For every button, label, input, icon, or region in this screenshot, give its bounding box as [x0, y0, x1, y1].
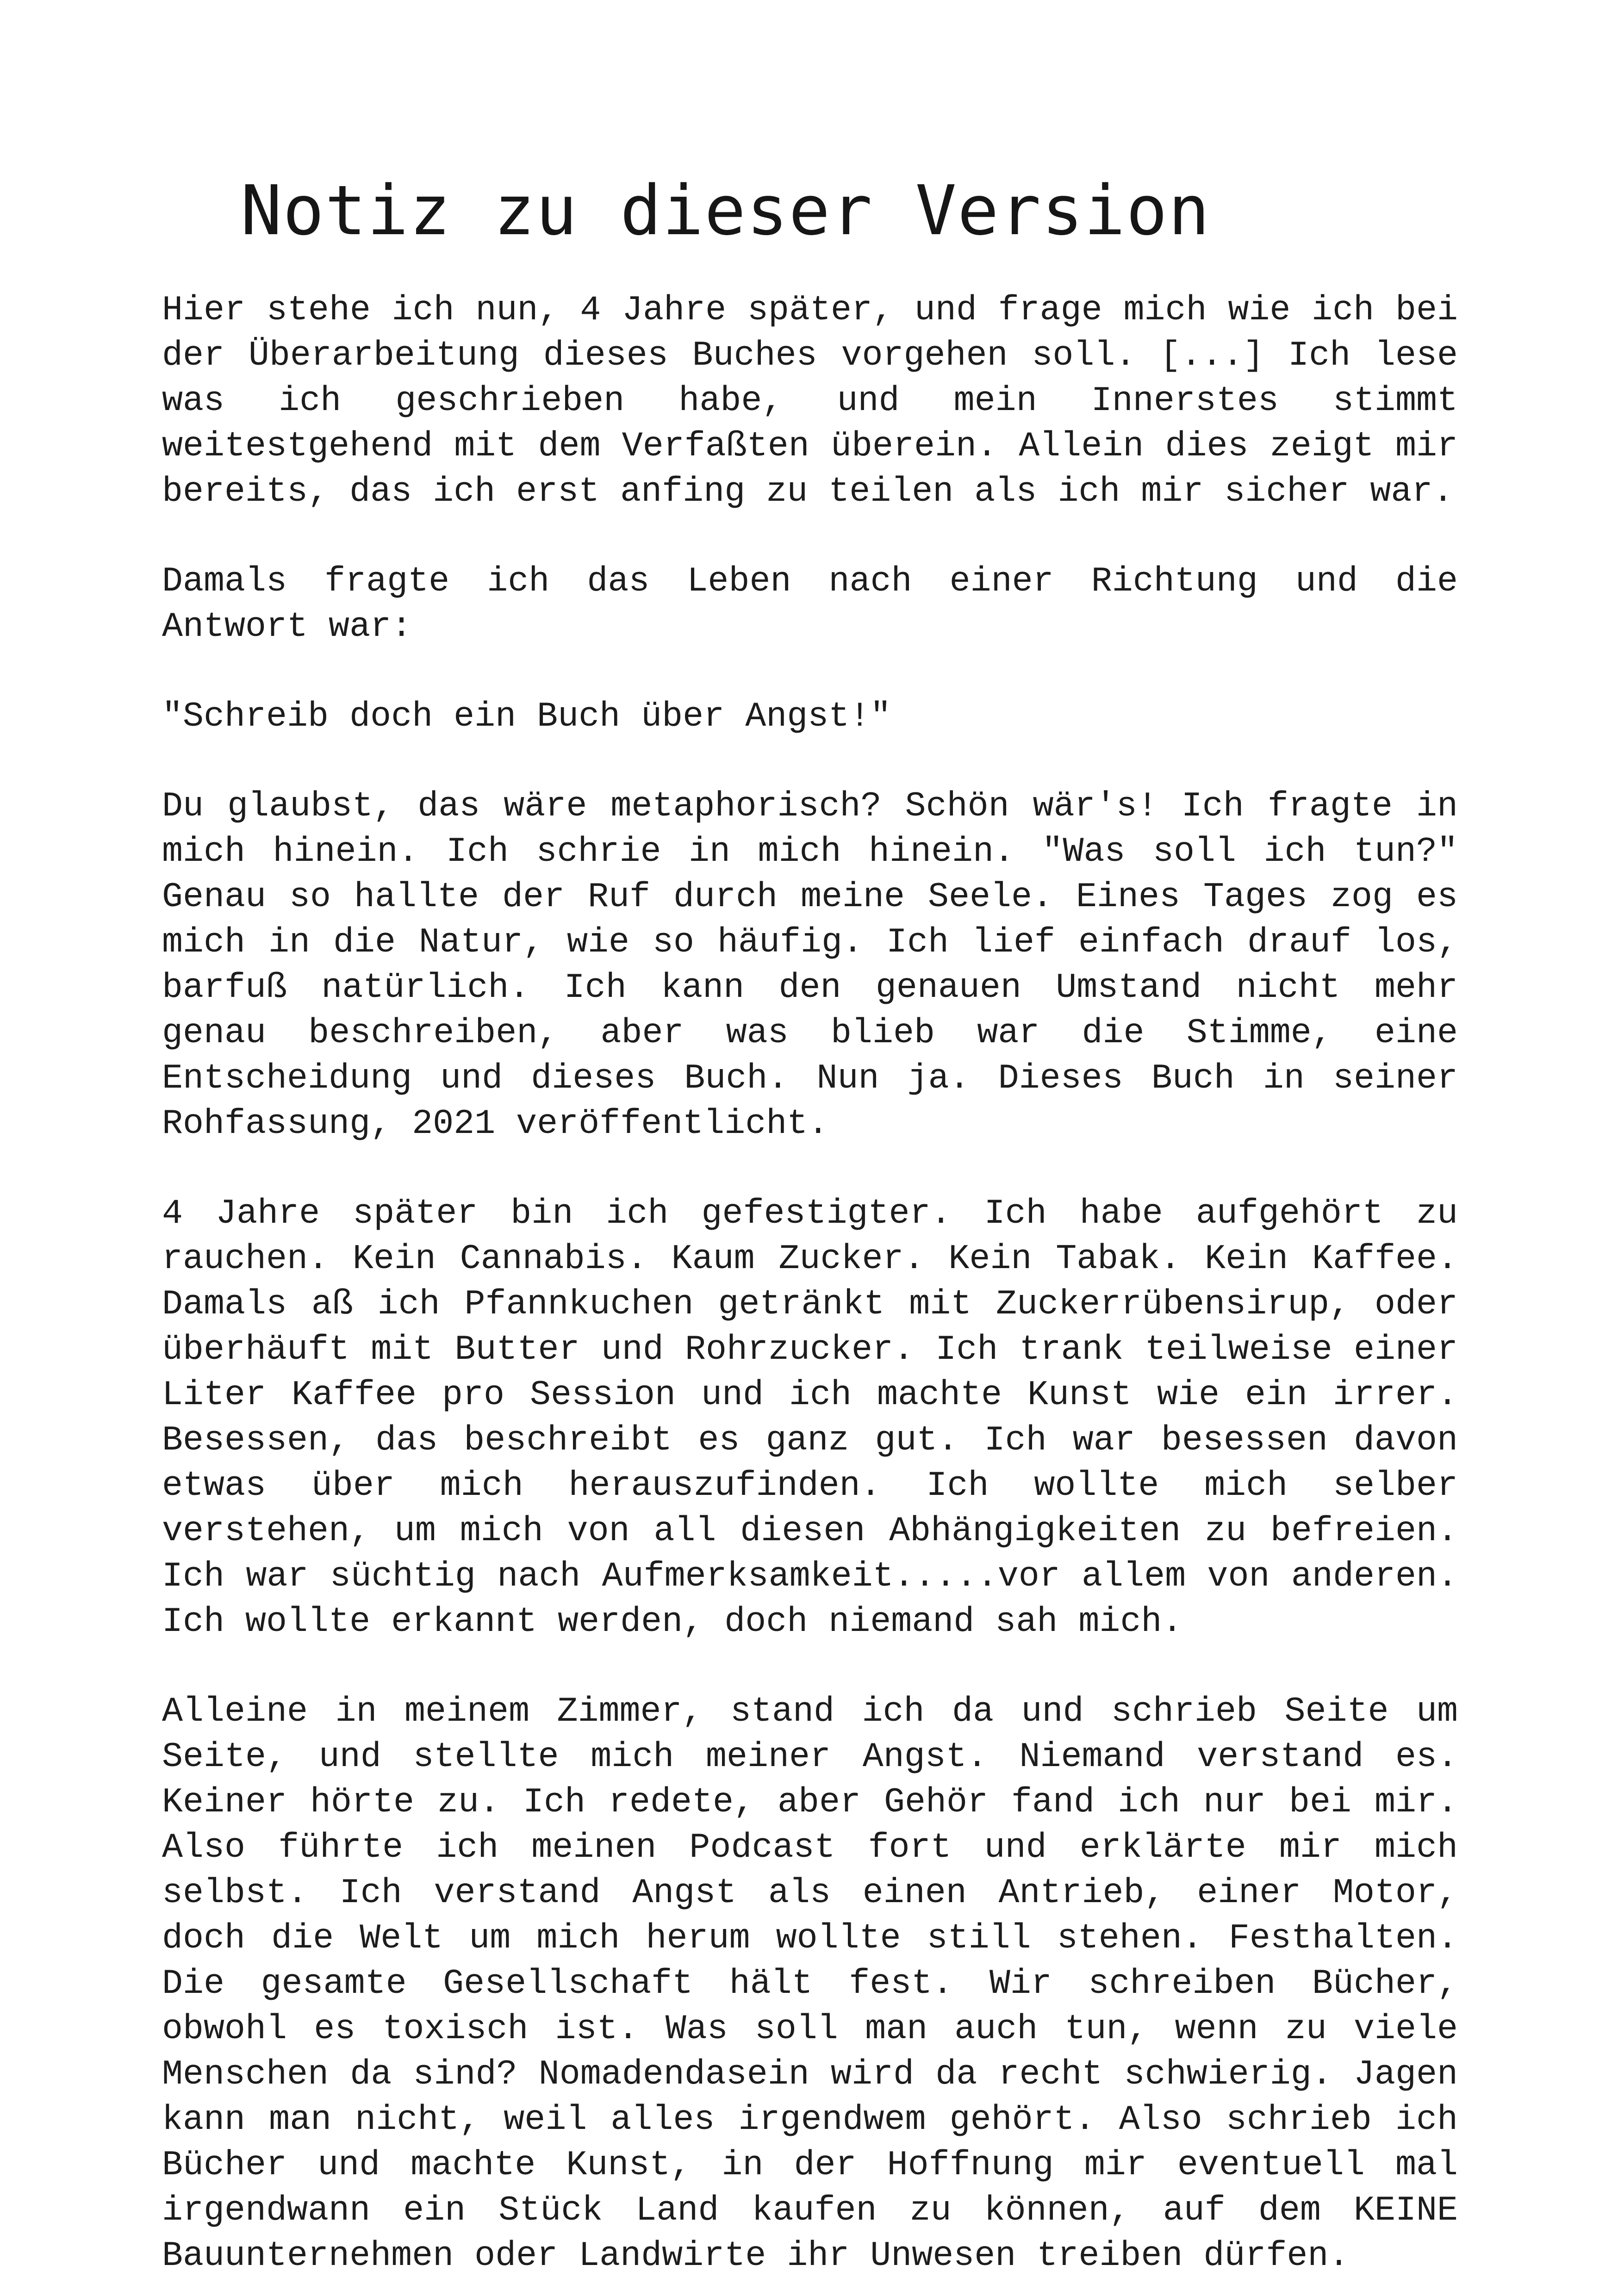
paragraph-3: "Schreib doch ein Buch über Angst!" [162, 697, 891, 736]
paragraph-2: Damals fragte ich das Leben nach einer Richtung und die Antwort war: [162, 562, 1458, 647]
text-body [162, 288, 1458, 2279]
paragraph-5: 4 Jahre später bin ich gefestigter. Ich habe aufgehört zu rauchen. Kein Cannabis. Kaum Zucker. Kein Tabak. Kein Kaffee. Damals aß ich Pfannkuchen getränkt mit Zuckerrübensirup, oder überhäuft mit Butter und Rohrzucker. Ich trank teilweise einer Liter Kaffee pro Session und ich machte Kunst wie ein irrer. Besessen, das beschreibt es ganz gut. Ich war besessen davon etwas über mich herauszufinden. Ich wollte mich selber verstehen, um mich von all diesen Abhängigkeiten zu befreien. Ich war süchtig nach Aufmerksamkeit.....vor allem von anderen. Ich wollte erkannt werden, doch niemand sah mich. [162, 1194, 1458, 1642]
paragraph-4: Du glaubst, das wäre metaphorisch? Schön wär's! Ich fragte in mich hinein. Ich schrie in mich hinein. "Was soll ich tun?" Genau so hallte der Ruf durch meine Seele. Eines Tages zog es mich in die Natur, wie so häufig. Ich lief einfach drauf los, barfuß natürlich. Ich kann den genauen Umstand nicht mehr genau beschreiben, aber was blieb war die Stimme, eine Entscheidung und dieses Buch. Nun ja. Dieses Buch in seiner Rohfassung, 2021 veröffentlicht. [162, 787, 1458, 1144]
paragraph-6: Alleine in meinem Zimmer, stand ich da und schrieb Seite um Seite, und stellte mich meiner Angst. Niemand verstand es. Keiner hörte zu. Ich redete, aber Gehör fand ich nur bei mir. Also führte ich meinen Podcast fort und erklärte mir mich selbst. Ich verstand Angst als einen Antrieb, einer Motor, doch die Welt um mich herum wollte still stehen. Festhalten. Die gesamte Gesellschaft hält fest. Wir schreiben Bücher, obwohl es toxisch ist. Was soll man auch tun, wenn zu viele Menschen da sind? Nomadendasein wird da recht schwierig. Jagen kann man nicht, weil alles irgendwem gehört. Also schrieb ich Bücher und machte Kunst, in der Hoffnung mir eventuell mal irgendwann ein Stück Land kaufen zu können, auf dem KEINE Bauunternehmen oder Landwirte ihr Unwesen treiben dürfen. [162, 1692, 1458, 2276]
paragraph-1: Hier stehe ich nun, 4 Jahre später, und frage mich wie ich bei der Überarbeitung dieses Buches vorgehen soll. [...] Ich lese was ich geschrieben habe, und mein Innerstes stimmt weitestgehend mit dem Verfaßten überein. Allein dies zeigt mir bereits, das ich erst anfing zu teilen als ich mir sicher war. [162, 291, 1458, 511]
page-title: Notiz zu dieser Version [241, 171, 1211, 250]
